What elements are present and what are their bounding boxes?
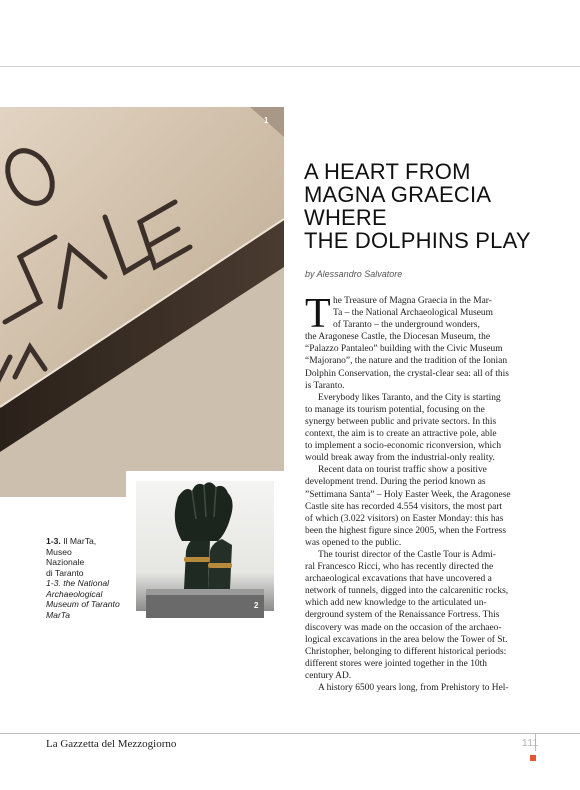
stone-inscription-drawing (0, 107, 284, 497)
article-headline (304, 160, 564, 252)
photo-2-number: 2 (254, 601, 259, 610)
body-line: to implement a socio-economic riconversion, which (305, 441, 502, 452)
body-line: Recent data on tourist traffic show a positive (318, 465, 487, 476)
body-line: “Majorano”, the nature and the tradition of the Ionian (305, 356, 508, 367)
body-line: he Treasure of Magna Graecia in the Mar- (333, 296, 492, 306)
body-line: Dolphin Conservation, the crystal-clear sea: all of this (305, 368, 509, 379)
body-line: is Taranto. (305, 380, 345, 391)
caption-italian-line: Museo (46, 546, 72, 557)
caption-italian-line: Nazionale (46, 557, 85, 568)
photo-1-number: 1 (264, 116, 269, 125)
headline-line: WHERE (304, 205, 387, 230)
body-line: context, the aim is to create an attractive pole, able (305, 429, 497, 440)
page-number: 111 (522, 738, 539, 749)
caption-english-line: MarTa (46, 609, 71, 620)
body-line: ral Francesco Ricci, who has recently directed the (305, 562, 494, 573)
photo-caption (46, 536, 124, 620)
caption-italian-line: Il MarTa, (63, 536, 97, 546)
accent-square (530, 755, 536, 761)
body-line: century AD. (305, 670, 352, 681)
body-line: been the highest figure since 2005, when the Fortress (305, 525, 507, 536)
body-line: Everybody likes Taranto, and the City is starting (318, 392, 501, 403)
body-line: would break away from the industrial-only reality. (305, 453, 495, 464)
caption-italian (46, 536, 124, 578)
body-line: ”Settimana Santa” – Holy Easter Week, the Aragonese (305, 489, 511, 500)
body-line: logical excavations in the area below the Tower of St. (305, 634, 508, 645)
article-body (305, 291, 531, 694)
caption-bold-prefix: 1-3. (46, 536, 61, 546)
drop-cap: T (305, 291, 331, 337)
caption-english (46, 578, 124, 620)
body-line: Castle site has recorded 4.554 visitors, the most part (305, 501, 503, 512)
body-line: discovery was made on the occasion of the archaeo- (305, 622, 502, 633)
caption-italian-line: di Taranto (46, 567, 84, 578)
body-line: network of tunnels, digged into the calcarenitic rocks, (305, 586, 509, 597)
body-line: different stores were jointed together in the 10th (305, 658, 487, 669)
stone-inscription-photo (0, 107, 284, 497)
article-byline: by Alessandro Salvatore (305, 269, 403, 279)
body-line: synergy between public and private sectors. In this (305, 416, 497, 427)
body-line: “Palazzo Pantaleo” building with the Civic Museum (305, 344, 503, 355)
headline-line: THE DOLPHINS PLAY (304, 228, 531, 253)
bronze-hands-drawing (126, 471, 284, 618)
body-line: derground system of the Renaissance Fortress. This (305, 610, 500, 621)
bottom-rule (0, 733, 580, 734)
body-line: archaeological excavations that have uncovered a (305, 574, 492, 585)
body-line: of which (3.022 visitors) on Easter Monday: this has (305, 513, 504, 524)
caption-english-line: 1-3. the National (46, 578, 110, 588)
publication-name: La Gazzetta del Mezzogiorno (46, 738, 177, 750)
bronze-hands-photo (126, 471, 284, 618)
body-line: Christopher, belonging to different historical periods: (305, 646, 507, 657)
headline-line: A HEART FROM (304, 159, 471, 184)
body-line: to manage its tourism potential, focusing on the (305, 404, 485, 415)
caption-english-line: Museum of Taranto (46, 599, 120, 610)
headline-line: MAGNA GRAECIA (304, 182, 492, 207)
body-line: of Taranto – the underground wonders, (333, 320, 480, 331)
body-line: the Aragonese Castle, the Diocesan Museum, the (305, 332, 491, 343)
body-line: Ta – the National Archaeological Museum (333, 308, 493, 319)
body-line: was opened to the public. (305, 537, 402, 548)
body-line: The tourist director of the Castle Tour is Admi- (318, 549, 496, 560)
body-line: which add new knowledge to the articulated un- (305, 598, 487, 609)
body-line: A history 6500 years long, from Prehistory to Hel- (318, 683, 509, 693)
top-rule (0, 66, 580, 67)
caption-english-line: Archaeological (46, 588, 103, 599)
body-line: development trend. During the period known as (305, 477, 486, 488)
